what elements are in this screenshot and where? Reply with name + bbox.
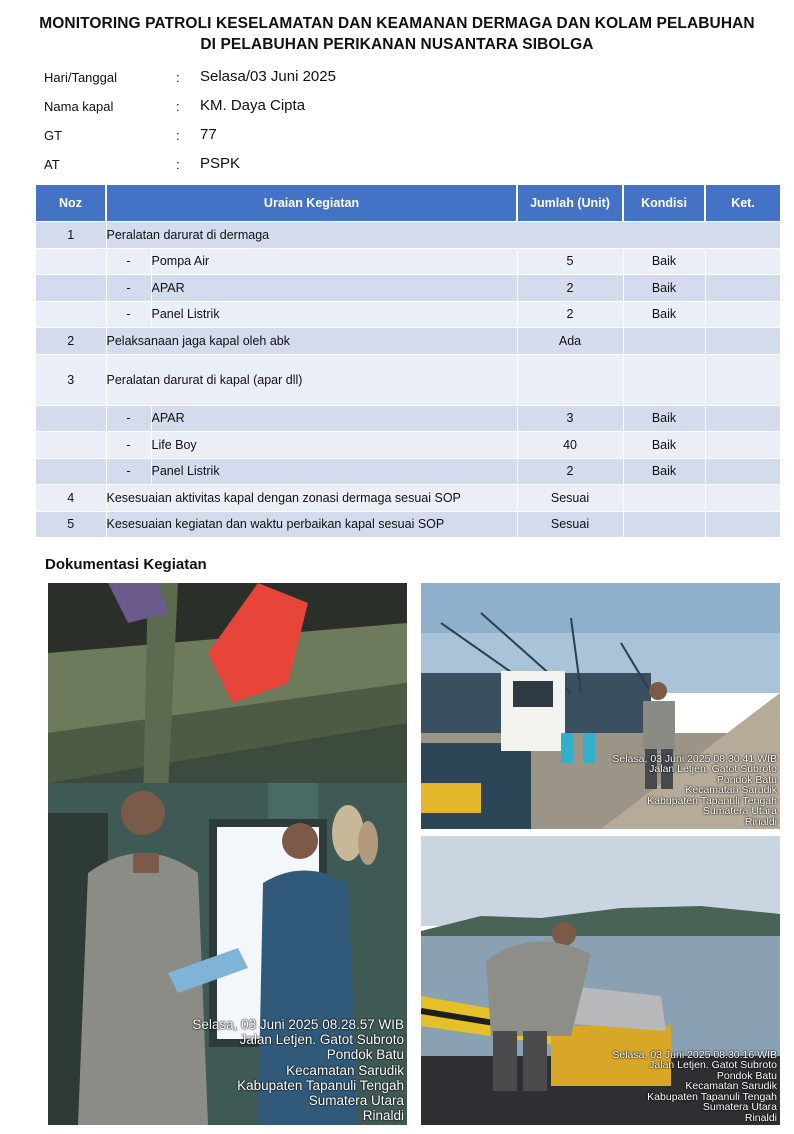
table-row: [36, 405, 780, 432]
cell-kondisi: [623, 354, 705, 405]
cell-ket: [705, 458, 780, 485]
cell-kondisi: Baik: [623, 275, 705, 302]
stamp-street: Jalan Letjen. Gatot Subroto: [649, 763, 777, 775]
stamp-district: Kecamatan Sarudik: [685, 1080, 777, 1092]
cell-ket: [705, 511, 780, 537]
cell-ket: [705, 328, 780, 355]
table-row: [36, 275, 780, 302]
photo-cabin-inspection: [48, 583, 407, 1125]
stamp-area: Pondok Batu: [716, 773, 777, 786]
cell-dash: -: [106, 405, 151, 432]
cell-jumlah: 2: [517, 458, 623, 485]
cell-jumlah: 5: [517, 248, 623, 275]
stamp-datetime: Selasa, 03 Juni 2025 08.28.57 WIB: [192, 1017, 404, 1033]
table-row: [36, 354, 780, 405]
title-line-1: MONITORING PATROLI KESELAMATAN DAN KEAMANAN DERMAGA DAN KOLAM PELABUHAN: [39, 15, 755, 32]
cell-dash: -: [106, 248, 151, 275]
stamp-author: Rinaldi: [744, 1111, 777, 1124]
cell-ket: [705, 275, 780, 302]
header-ket: Ket.: [705, 185, 780, 222]
photo-stamp: [612, 754, 777, 828]
cell-no: 4: [36, 485, 106, 512]
info-row-ship: [44, 95, 444, 119]
cell-no: [36, 432, 106, 459]
table-row: [36, 432, 780, 459]
cell-jumlah: 40: [517, 432, 623, 459]
cell-jumlah: [517, 354, 623, 405]
table-row: [36, 222, 780, 249]
stamp-district: Kecamatan Sarudik: [685, 784, 777, 796]
table-row: [36, 301, 780, 328]
info-colon: :: [176, 99, 180, 114]
cell-jumlah: Sesuai: [517, 511, 623, 537]
cell-kondisi: [623, 328, 705, 355]
info-colon: :: [176, 70, 180, 85]
cell-item: Peralatan darurat di dermaga: [106, 222, 780, 249]
cell-kondisi: Baik: [623, 458, 705, 485]
cell-kondisi: [623, 485, 705, 512]
cell-kondisi: [623, 511, 705, 537]
cell-item: Pelaksanaan jaga kapal oleh abk: [106, 328, 517, 355]
cell-kondisi: Baik: [623, 301, 705, 328]
info-label: Nama kapal: [44, 99, 114, 114]
cell-no: 5: [36, 511, 106, 537]
stamp-province: Sumatera Utara: [702, 805, 777, 817]
title-line-2: DI PELABUHAN PERIKANAN NUSANTARA SIBOLGA: [200, 36, 594, 53]
info-label: Hari/Tanggal: [44, 70, 117, 85]
info-colon: :: [176, 128, 180, 143]
table-row: [36, 485, 780, 512]
table-header-row: [36, 185, 780, 222]
photo-dock-panel: [421, 583, 780, 829]
header-uraian: Uraian Kegiatan: [106, 185, 517, 222]
photo-stamp: [192, 1017, 404, 1123]
stamp-district: Kecamatan Sarudik: [286, 1062, 404, 1078]
cell-item: Pompa Air: [151, 248, 517, 275]
photo-stamp: [612, 1050, 777, 1124]
stamp-datetime: Selasa, 03 Juni 2025 08.30.41 WIB: [612, 752, 777, 765]
cell-item: Panel Listrik: [151, 458, 517, 485]
cell-no: 3: [36, 354, 106, 405]
cell-ket: [705, 405, 780, 432]
header-no: Noz: [36, 185, 106, 222]
info-value: KM. Daya Cipta: [200, 97, 306, 114]
documentation-title: Dokumentasi Kegiatan: [45, 556, 207, 573]
info-value: 77: [200, 126, 217, 143]
table-row: [36, 458, 780, 485]
stamp-street: Jalan Letjen. Gatot Subroto: [239, 1032, 404, 1048]
cell-ket: [705, 248, 780, 275]
activity-table: [36, 185, 781, 537]
cell-kondisi: Baik: [623, 248, 705, 275]
cell-item: Peralatan darurat di kapal (apar dll): [106, 354, 517, 405]
cell-jumlah: Ada: [517, 328, 623, 355]
info-value: Selasa/03 Juni 2025: [200, 68, 336, 85]
table-row: [36, 511, 780, 537]
stamp-regency: Kabupaten Tapanuli Tengah: [647, 794, 777, 807]
cell-no: 2: [36, 328, 106, 355]
stamp-author: Rinaldi: [744, 815, 777, 828]
header-kondisi: Kondisi: [623, 185, 705, 222]
stamp-author: Rinaldi: [362, 1107, 404, 1123]
cell-jumlah: Sesuai: [517, 485, 623, 512]
cell-item: Kesesuaian aktivitas kapal dengan zonasi dermaga sesuai SOP: [106, 485, 517, 512]
cell-jumlah: 2: [517, 275, 623, 302]
cell-kondisi: Baik: [623, 432, 705, 459]
stamp-province: Sumatera Utara: [308, 1092, 404, 1108]
cell-item: APAR: [151, 405, 517, 432]
stamp-regency: Kabupaten Tapanuli Tengah: [647, 1090, 777, 1103]
stamp-street: Jalan Letjen. Gatot Subroto: [649, 1059, 777, 1071]
stamp-regency: Kabupaten Tapanuli Tengah: [237, 1077, 404, 1093]
info-row-date: [44, 66, 444, 90]
cell-no: [36, 405, 106, 432]
cell-ket: [705, 432, 780, 459]
info-label: AT: [44, 157, 60, 172]
document-title: [0, 13, 794, 55]
cell-item: APAR: [151, 275, 517, 302]
cell-ket: [705, 354, 780, 405]
info-label: GT: [44, 128, 63, 143]
cell-dash: -: [106, 458, 151, 485]
cell-no: [36, 275, 106, 302]
cell-item: Panel Listrik: [151, 301, 517, 328]
cell-ket: [705, 301, 780, 328]
stamp-province: Sumatera Utara: [702, 1101, 777, 1113]
table-row: [36, 248, 780, 275]
cell-no: [36, 248, 106, 275]
cell-ket: [705, 485, 780, 512]
header-jumlah: Jumlah (Unit): [517, 185, 623, 222]
cell-no: [36, 301, 106, 328]
stamp-datetime: Selasa, 03 Juni 2025 08.30.16 WIB: [612, 1048, 777, 1061]
info-row-gt: [44, 124, 444, 148]
cell-jumlah: 3: [517, 405, 623, 432]
cell-dash: -: [106, 301, 151, 328]
table-row: [36, 328, 780, 355]
cell-no: 1: [36, 222, 106, 249]
cell-jumlah: 2: [517, 301, 623, 328]
cell-kondisi: Baik: [623, 405, 705, 432]
cell-dash: -: [106, 432, 151, 459]
info-colon: :: [176, 157, 180, 172]
cell-no: [36, 458, 106, 485]
info-value: PSPK: [200, 155, 241, 172]
stamp-area: Pondok Batu: [716, 1069, 777, 1082]
info-row-at: [44, 153, 444, 177]
cell-item: Kesesuaian kegiatan dan waktu perbaikan kapal sesuai SOP: [106, 511, 517, 537]
stamp-area: Pondok Batu: [326, 1047, 404, 1063]
photo-pier-inspection: [421, 836, 780, 1125]
cell-dash: -: [106, 275, 151, 302]
cell-item: Life Boy: [151, 432, 517, 459]
